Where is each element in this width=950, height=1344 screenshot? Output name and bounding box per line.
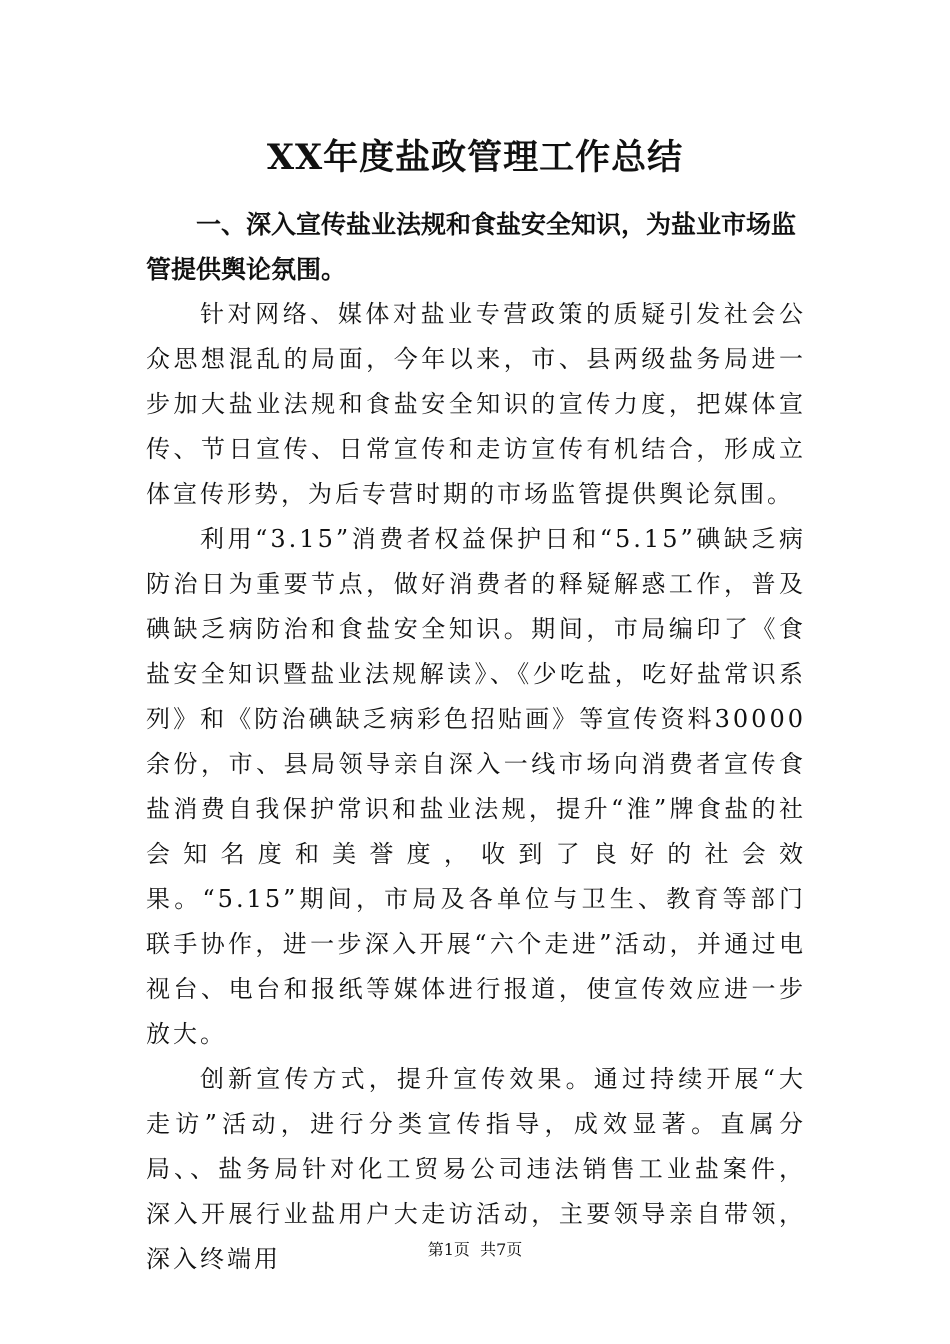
- document-body: [146, 292, 806, 1282]
- page-footer: [0, 1238, 950, 1262]
- page-number: 第1页 共7页: [427, 1240, 523, 1259]
- paragraph: 利用“3.15”消费者权益保护日和“5.15”碘缺乏病防治日为重要节点，做好消费者的释疑解惑工作，普及碘缺乏病防治和食盐安全知识。期间，市局编印了《食盐安全知识暨盐业法规解读》、《少吃盐，吃好盐常识系列》和《防治碘缺乏病彩色招贴画》等宣传资料30000余份，市、县局领导亲自深入一线市场向消费者宣传食盐消费自我保护常识和盐业法规，提升“淮”牌食盐的社会知名度和美誉度，收到了良好的社会效果。“5.15”期间，市局及各单位与卫生、教育等部门联手协作，进一步深入开展“六个走进”活动，并通过电视台、电台和报纸等媒体进行报道，使宣传效应进一步放大。: [146, 525, 806, 1048]
- section-heading: 一、深入宣传盐业法规和食盐安全知识，为盐业市场监管提供舆论氛围。: [146, 210, 797, 284]
- paragraph: 创新宣传方式，提升宣传效果。通过持续开展“大走访”活动，进行分类宣传指导，成效显著。直属分局、、盐务局针对化工贸易公司违法销售工业盐案件，深入开展行业盐用户大走访活动，主要领导亲自带领，深入终端用: [146, 1065, 806, 1273]
- paragraph: 针对网络、媒体对盐业专营政策的质疑引发社会公众思想混乱的局面，今年以来，市、县两级盐务局进一步加大盐业法规和食盐安全知识的宣传力度，把媒体宣传、节日宣传、日常宣传和走访宣传有机结合，形成立体宣传形势，为后专营时期的市场监管提供舆论氛围。: [146, 300, 806, 508]
- document-title: XX年度盐政管理工作总结: [266, 137, 684, 178]
